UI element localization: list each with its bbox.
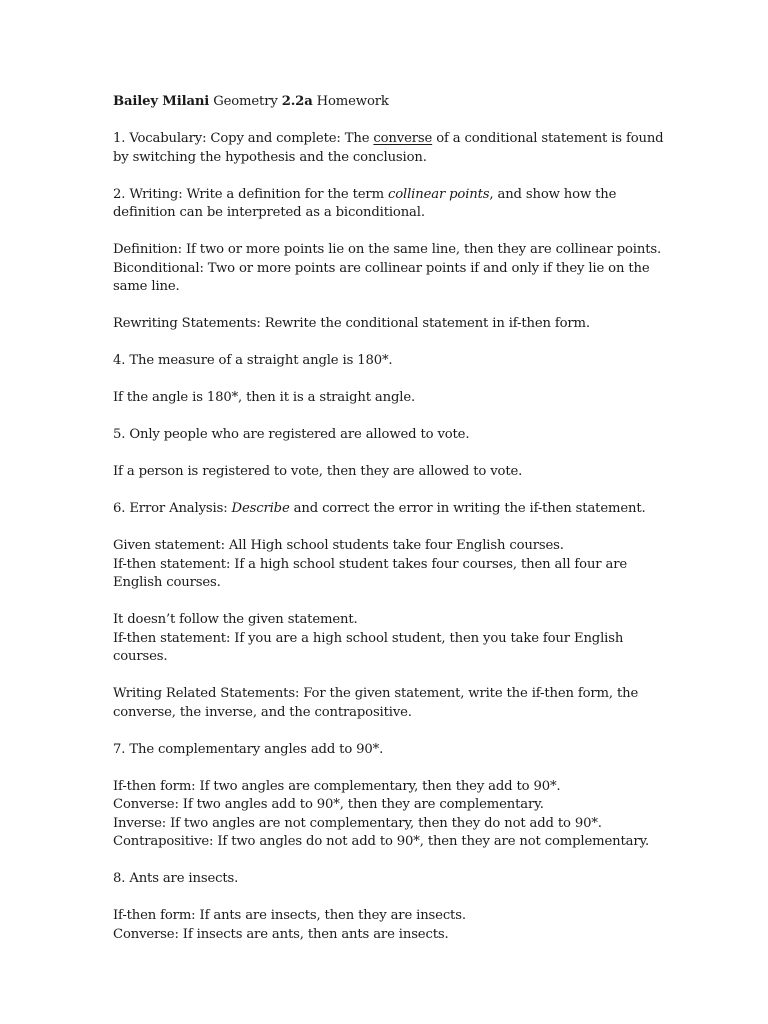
question-6	[113, 500, 673, 519]
question-7: 7. The complementary angles add to 90*.	[113, 741, 384, 757]
q7-contrapositive: Contrapositive: If two angles do not add to 90*, then they are not complementary.	[113, 834, 650, 849]
student-name: Bailey Milani	[113, 94, 210, 109]
section-related-heading: Writing Related Statements: For the given statement, write the if-then form, the converse, the inverse, and the contrapositive.	[113, 686, 639, 720]
q6-given: Given statement: All High school students take four English courses.	[113, 538, 564, 553]
q6-term: Describe	[231, 501, 290, 516]
question-2	[113, 186, 673, 223]
q6-answer-line3: courses.	[113, 649, 168, 664]
q6-suffix: and correct the error in writing the if-then statement.	[289, 501, 646, 516]
question-2-answer	[113, 241, 673, 297]
question-4-answer: If the angle is 180*, then it is a straight angle.	[113, 390, 416, 405]
q1-suffix: of a conditional statement is found	[432, 131, 664, 146]
q2-answer-line3: same line.	[113, 279, 180, 294]
section-number: 2.2a	[281, 94, 313, 109]
q8-converse: Converse: If insects are ants, then ants are insects.	[113, 926, 449, 942]
question-5-answer: If a person is registered to vote, then they are allowed to vote.	[113, 464, 523, 479]
q6-answer-line1: It doesn’t follow the given statement.	[113, 612, 358, 627]
question-5: 5. Only people who are registered are allowed to vote.	[113, 427, 470, 442]
q1-line2: by switching the hypothesis and the conclusion.	[113, 149, 427, 165]
question-8: 8. Ants are insects.	[113, 871, 239, 886]
question-6-answer	[113, 611, 673, 667]
question-6-given	[113, 537, 673, 593]
q2-term: collinear points	[388, 186, 490, 202]
question-7-answer	[113, 778, 673, 852]
question-8-answer	[113, 907, 673, 944]
q2-prefix: 2. Writing: Write a definition for the term	[113, 186, 388, 202]
section-rewriting-heading: Rewriting Statements: Rewrite the conditional statement in if-then form.	[113, 316, 590, 331]
q7-ifthen: If-then form: If two angles are complementary, then they add to 90*.	[113, 778, 561, 794]
assignment-label: Homework	[316, 94, 389, 109]
q2-suffix: , and show how the	[489, 186, 617, 202]
q2-answer-line2: Biconditional: Two or more points are collinear points if and only if they lie on the	[113, 260, 650, 276]
q2-line2: definition can be interpreted as a biconditional.	[113, 205, 425, 220]
q1-prefix: 1. Vocabulary: Copy and complete: The	[113, 131, 374, 146]
q6-ifthen-line1: If-then statement: If a high school student takes four courses, then all four are	[113, 556, 628, 572]
q7-converse: Converse: If two angles add to 90*, then they are complementary.	[113, 797, 544, 812]
q2-answer-line1: Definition: If two or more points lie on the same line, then they are collinear points.	[113, 242, 662, 257]
q8-ifthen: If-then form: If ants are insects, then they are insects.	[113, 908, 466, 923]
subject: Geometry	[213, 94, 278, 109]
question-1	[113, 130, 673, 167]
q6-prefix: 6. Error Analysis:	[113, 501, 232, 516]
q7-inverse: Inverse: If two angles are not complementary, then they do not add to 90*.	[113, 815, 602, 831]
homework-document	[113, 93, 673, 963]
document-title	[113, 93, 673, 112]
q1-term: converse	[373, 131, 433, 146]
q6-answer-line2: If-then statement: If you are a high school student, then you take four English	[113, 630, 624, 646]
question-4: 4. The measure of a straight angle is 180*.	[113, 353, 393, 368]
q6-ifthen-line2: English courses.	[113, 575, 221, 590]
